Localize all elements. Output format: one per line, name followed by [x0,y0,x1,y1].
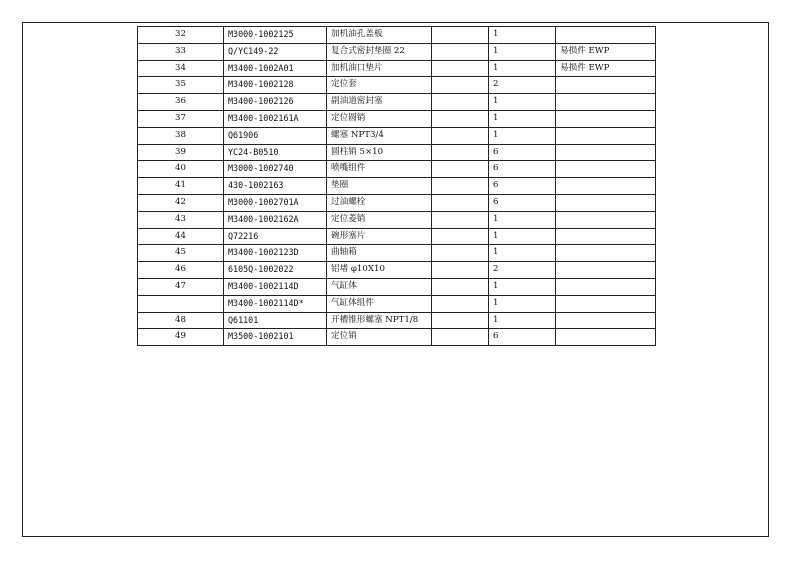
part-code-cell: M3000-1002701A [224,194,327,211]
remark-cell [556,110,656,127]
parts-table-body [138,27,656,346]
table-row [138,144,656,161]
part-code-cell: M3400-1002128 [224,77,327,94]
part-code-cell: 430-1002163 [224,178,327,195]
item-number-cell: 42 [138,194,224,211]
part-code-cell: Q61906 [224,127,327,144]
part-code-cell: Q61101 [224,312,327,329]
quantity-cell: 6 [489,329,556,346]
part-code-cell: M3400-1002123D [224,245,327,262]
part-name-cell: 定位套 [327,77,432,94]
spec-cell [432,77,489,94]
quantity-cell: 1 [489,312,556,329]
quantity-cell: 1 [489,94,556,111]
quantity-cell: 1 [489,211,556,228]
part-name-cell: 副油道密封塞 [327,94,432,111]
remark-cell [556,144,656,161]
table-row [138,43,656,60]
part-name-cell: 螺塞 NPT3/4 [327,127,432,144]
remark-cell [556,127,656,144]
remark-cell [556,178,656,195]
quantity-cell: 1 [489,278,556,295]
item-number-cell: 45 [138,245,224,262]
part-code-cell: M3500-1002101 [224,329,327,346]
spec-cell [432,245,489,262]
part-code-cell: M3400-1002161A [224,110,327,127]
item-number-cell: 44 [138,228,224,245]
remark-cell [556,228,656,245]
spec-cell [432,144,489,161]
part-code-cell: M3400-1002114D [224,278,327,295]
part-name-cell: 定位销 [327,329,432,346]
remark-cell [556,161,656,178]
part-name-cell: 垫圈 [327,178,432,195]
part-name-cell: 曲轴箱 [327,245,432,262]
spec-cell [432,262,489,279]
spec-cell [432,43,489,60]
item-number-cell: 39 [138,144,224,161]
quantity-cell: 1 [489,27,556,44]
item-number-cell: 43 [138,211,224,228]
item-number-cell: 32 [138,27,224,44]
table-row [138,94,656,111]
part-name-cell: 复合式密封垫圈 22 [327,43,432,60]
spec-cell [432,228,489,245]
item-number-cell: 40 [138,161,224,178]
table-row [138,245,656,262]
quantity-cell: 2 [489,77,556,94]
part-name-cell: 定位菱销 [327,211,432,228]
spec-cell [432,329,489,346]
quantity-cell: 2 [489,262,556,279]
remark-cell: 易损件 EWP [556,43,656,60]
part-code-cell: M3000-1002740 [224,161,327,178]
quantity-cell: 1 [489,295,556,312]
table-row [138,329,656,346]
spec-cell [432,278,489,295]
part-code-cell: M3400-1002126 [224,94,327,111]
table-row [138,194,656,211]
remark-cell [556,295,656,312]
remark-cell [556,329,656,346]
spec-cell [432,312,489,329]
part-name-cell: 铝堵 φ10X10 [327,262,432,279]
item-number-cell: 49 [138,329,224,346]
part-code-cell: Q72216 [224,228,327,245]
part-code-cell: M3000-1002125 [224,27,327,44]
part-code-cell: Q/YC149-22 [224,43,327,60]
table-row [138,161,656,178]
item-number-cell: 37 [138,110,224,127]
remark-cell [556,77,656,94]
table-row [138,278,656,295]
part-code-cell: YC24-B0510 [224,144,327,161]
part-name-cell: 开槽锥形螺塞 NPT1/8 [327,312,432,329]
spec-cell [432,194,489,211]
remark-cell [556,312,656,329]
spec-cell [432,27,489,44]
quantity-cell: 1 [489,245,556,262]
part-name-cell: 碗形塞片 [327,228,432,245]
remark-cell: 易损件 EWP [556,60,656,77]
part-name-cell: 喷嘴组件 [327,161,432,178]
table-row [138,127,656,144]
remark-cell [556,245,656,262]
item-number-cell: 33 [138,43,224,60]
remark-cell [556,194,656,211]
table-row [138,211,656,228]
table-row [138,262,656,279]
part-code-cell: 6105Q-1002022 [224,262,327,279]
table-row [138,228,656,245]
table-row [138,27,656,44]
spec-cell [432,211,489,228]
parts-table [137,26,656,346]
item-number-cell: 46 [138,262,224,279]
item-number-cell: 47 [138,278,224,295]
part-code-cell: M3400-1002114D* [224,295,327,312]
table-row [138,178,656,195]
remark-cell [556,27,656,44]
part-name-cell: 气缸体组件 [327,295,432,312]
quantity-cell: 6 [489,144,556,161]
part-name-cell: 加机油孔盖板 [327,27,432,44]
spec-cell [432,178,489,195]
quantity-cell: 1 [489,228,556,245]
quantity-cell: 1 [489,60,556,77]
quantity-cell: 6 [489,161,556,178]
part-name-cell: 气缸体 [327,278,432,295]
quantity-cell: 6 [489,194,556,211]
spec-cell [432,110,489,127]
spec-cell [432,161,489,178]
item-number-cell: 36 [138,94,224,111]
quantity-cell: 1 [489,110,556,127]
spec-cell [432,295,489,312]
quantity-cell: 6 [489,178,556,195]
remark-cell [556,262,656,279]
spec-cell [432,127,489,144]
table-row [138,312,656,329]
part-name-cell: 圆柱销 5×10 [327,144,432,161]
quantity-cell: 1 [489,43,556,60]
item-number-cell [138,295,224,312]
item-number-cell: 38 [138,127,224,144]
part-name-cell: 定位圆销 [327,110,432,127]
remark-cell [556,211,656,228]
quantity-cell: 1 [489,127,556,144]
item-number-cell: 41 [138,178,224,195]
item-number-cell: 35 [138,77,224,94]
table-row [138,60,656,77]
item-number-cell: 48 [138,312,224,329]
spec-cell [432,60,489,77]
part-name-cell: 过油螺栓 [327,194,432,211]
item-number-cell: 34 [138,60,224,77]
part-code-cell: M3400-1002A01 [224,60,327,77]
table-row [138,295,656,312]
spec-cell [432,94,489,111]
table-row [138,77,656,94]
part-name-cell: 加机油口垫片 [327,60,432,77]
remark-cell [556,278,656,295]
part-code-cell: M3400-1002162A [224,211,327,228]
table-row [138,110,656,127]
remark-cell [556,94,656,111]
